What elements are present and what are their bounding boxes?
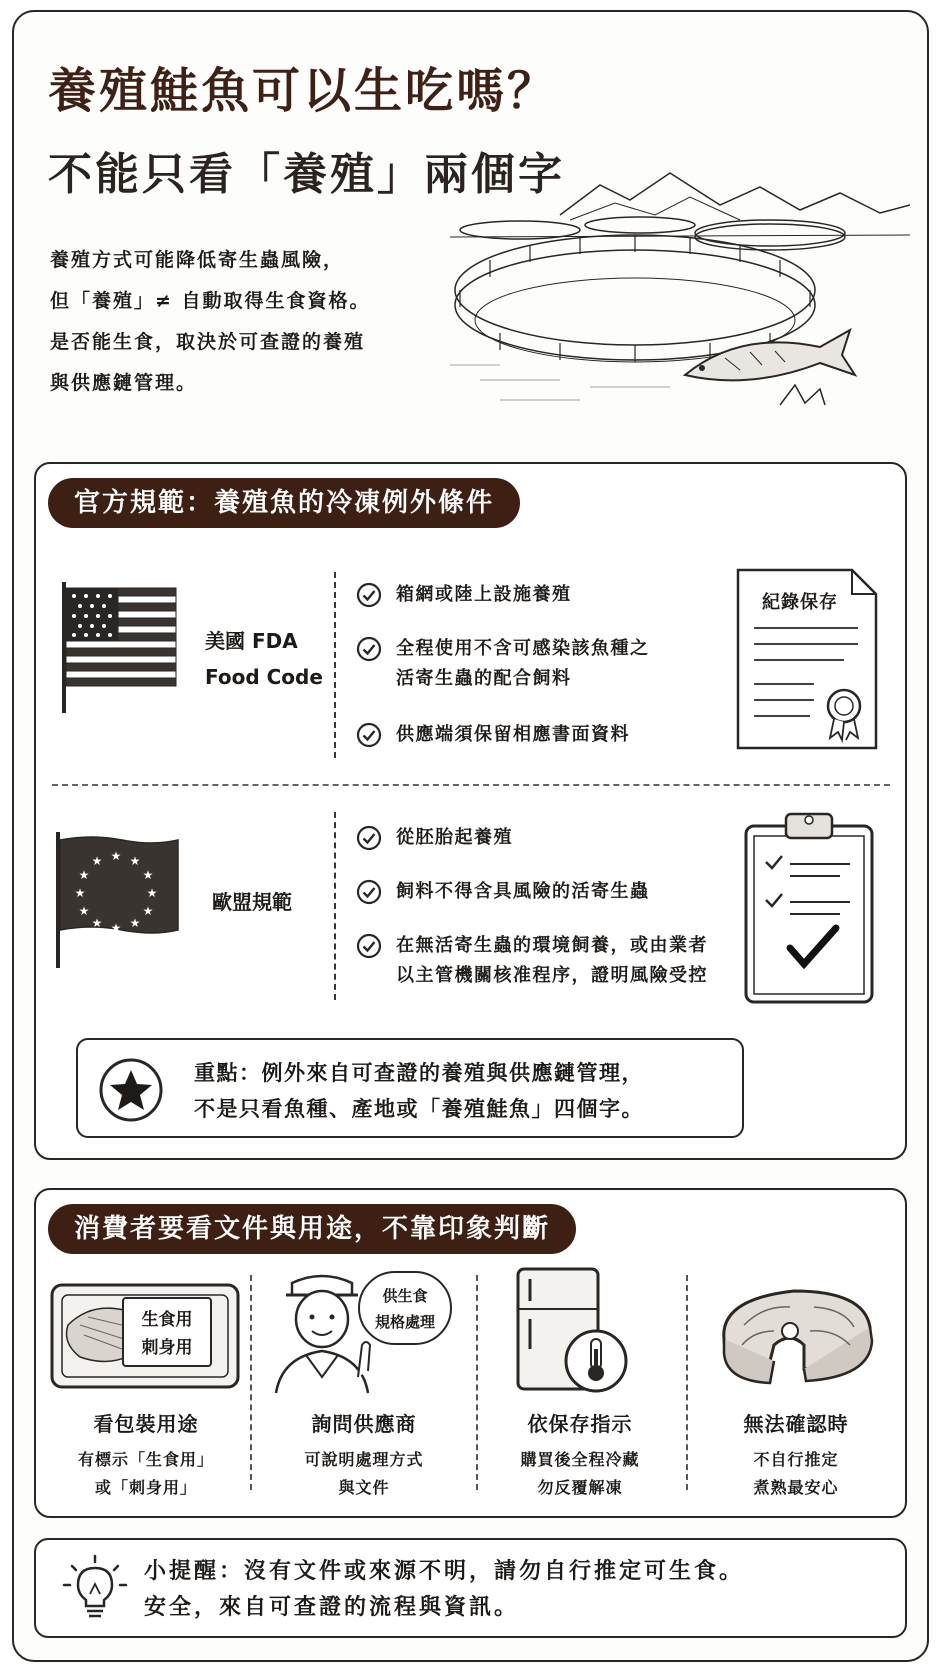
check-circle-icon [356,722,382,748]
condition-text: 從胚胎起養殖 [396,827,513,848]
condition-text: 全程使用不含可感染該魚種之 [396,638,650,659]
column-text: 購買後全程冷藏 [520,1450,640,1469]
column-divider [686,1275,688,1490]
column-text: 煮熟最安心 [753,1478,839,1497]
column-text: 與文件 [338,1478,390,1497]
tag-line: 生食用 [141,1310,193,1330]
divider [334,572,336,758]
tip-box [34,1538,907,1638]
svg-text:★: ★ [142,868,154,882]
usa-fda-label-line: Food Code [205,665,323,689]
check-circle-icon [356,933,382,959]
salmon-steak-icon [694,1265,898,1395]
svg-text:★: ★ [78,904,90,918]
ask-supplier-column [262,1265,466,1495]
check-circle-icon [356,879,382,905]
fish-farm-illustration [440,165,910,430]
column-text: 或「刺身用」 [94,1478,197,1497]
section-divider [52,784,890,786]
column-title: 無法確認時 [743,1412,849,1436]
svg-text:★: ★ [91,916,103,930]
bubble-line: 規格處理 [374,1313,435,1331]
condition-text: 飼料不得含具風險的活寄生蟲 [396,881,650,902]
usa-condition-item [356,634,650,694]
cook-when-unsure-column [694,1265,898,1495]
check-circle-icon [356,582,382,608]
intro-line: 但「養殖」≠ 自動取得生食資格。 [50,290,371,312]
svg-text:★: ★ [74,886,86,900]
condition-text: 活寄生蟲的配合飼料 [396,668,572,689]
usa-fda-label-line: 美國 FDA [205,629,298,653]
column-title: 看包裝用途 [93,1412,199,1436]
usa-condition-item [356,720,630,750]
lightbulb-icon [60,1554,130,1624]
record-document-icon [734,566,880,752]
check-circle-icon [356,636,382,662]
usa-condition-item [356,580,572,610]
eu-condition-item [356,823,513,853]
fridge-thermometer-icon [478,1265,682,1395]
condition-text: 箱網或陸上設施養殖 [396,584,572,605]
eu-flag-icon [52,830,182,970]
check-package-column [44,1265,248,1495]
column-text: 有標示「生食用」 [77,1450,214,1469]
column-title: 依保存指示 [527,1412,633,1436]
check-circle-icon [356,825,382,851]
intro-line: 養殖方式可能降低寄生蟲風險， [50,249,345,271]
column-text: 可說明處理方式 [304,1450,424,1469]
speech-bubble [358,1271,452,1345]
eu-condition-item [356,877,650,907]
condition-text: 供應端須保留相應書面資料 [396,724,630,745]
bubble-line: 供生食 [382,1287,428,1305]
tip-line: 安全，來自可查證的流程與資訊。 [144,1595,520,1620]
svg-text:★: ★ [110,849,122,863]
svg-text:★: ★ [91,854,103,868]
eu-regulation-label: 歐盟規範 [212,890,292,914]
column-divider [250,1275,252,1490]
column-text: 勿反覆解凍 [537,1478,623,1497]
svg-text:★: ★ [110,921,122,935]
svg-text:★: ★ [129,854,141,868]
svg-text:★: ★ [142,904,154,918]
intro-paragraph [50,240,440,404]
record-keeping-label: 紀錄保存 [762,592,838,613]
column-text: 不自行推定 [753,1450,839,1469]
usa-fda-label [205,623,323,695]
storage-column [478,1265,682,1495]
condition-text: 以主管機關核准程序，證明風險受控 [396,965,708,986]
tag-line: 刺身用 [141,1338,193,1358]
svg-text:★: ★ [129,916,141,930]
raw-use-tag [122,1297,212,1367]
intro-line: 是否能生食，取決於可查證的養殖 [50,331,366,353]
svg-text:★: ★ [146,886,158,900]
star-badge-icon [98,1057,164,1123]
official-rules-heading: 官方規範：養殖魚的冷凍例外條件 [48,478,520,528]
condition-text: 在無活寄生蟲的環境飼養，或由業者 [396,935,708,956]
tip-line: 小提醒：沒有文件或來源不明，請勿自行推定可生食。 [144,1559,745,1584]
key-point-box [76,1038,744,1138]
intro-line: 與供應鏈管理。 [50,372,198,394]
column-title: 詢問供應商 [311,1412,417,1436]
page-subtitle: 不能只看「養殖」兩個字 [48,149,565,200]
consumer-guide-heading: 消費者要看文件與用途，不靠印象判斷 [48,1204,576,1254]
divider [334,812,336,1000]
svg-text:★: ★ [78,868,90,882]
key-point-line: 重點：例外來自可查證的養殖與供應鏈管理， [194,1061,644,1085]
usa-flag-icon [58,580,180,715]
key-point-line: 不是只看魚種、產地或「養殖鮭魚」四個字。 [194,1097,644,1121]
clipboard-checklist-icon [740,808,880,1008]
eu-condition-item [356,931,708,991]
page-title: 養殖鮭魚可以生吃嗎？ [48,63,559,119]
